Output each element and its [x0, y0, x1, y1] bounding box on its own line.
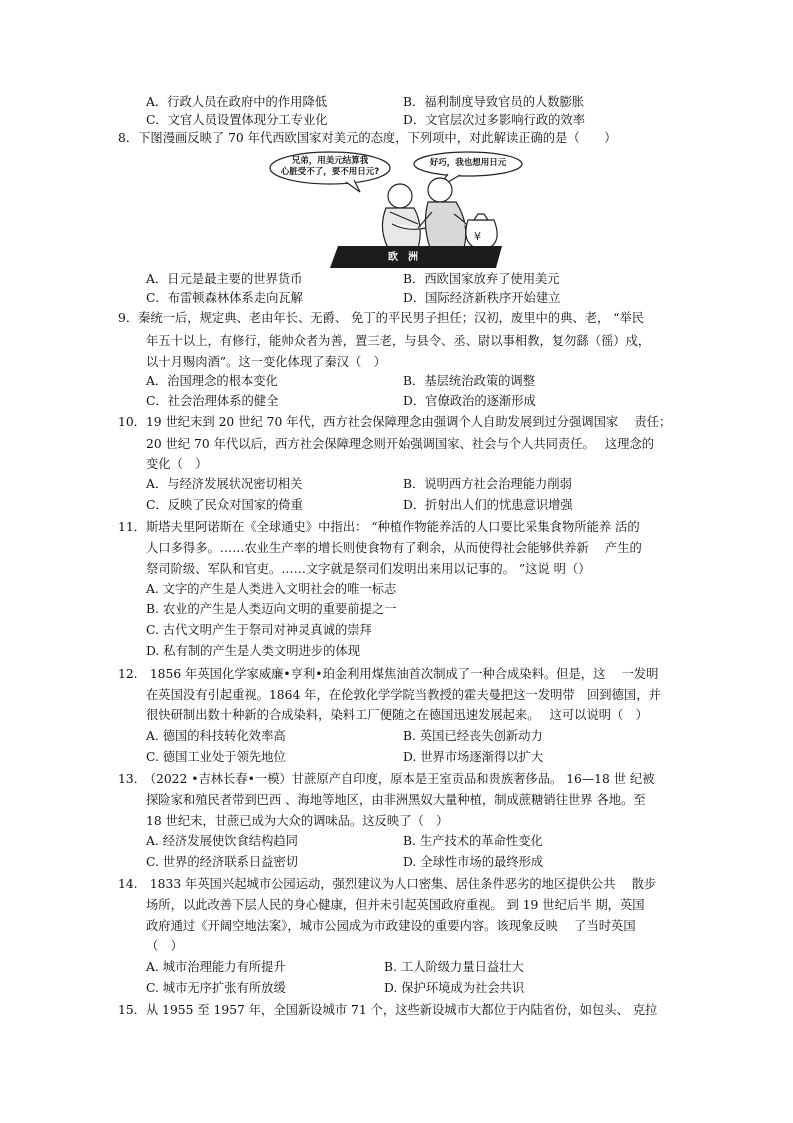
- q14-stem-line1: 14. 1833 年英国兴起城市公园运动，强烈建议为人口密集、居住条件恶劣的地区提供公共 散步: [118, 877, 657, 891]
- q11-stem-line3: 祭司阶级、军队和官吏。……文字就是祭司们发明出来用以记事的。 ”这说 明（）: [146, 562, 591, 576]
- q7-option-b[interactable]: B．福利制度导致官员的人数膨胀: [403, 95, 585, 109]
- q13-stem-line1: 13. （2022 •吉林长春•一模）甘蔗原产自印度，原本是王室贡品和贵族奢侈品。 16—18 世 纪被: [118, 772, 655, 786]
- q10-option-b[interactable]: B．说明西方社会治理能力削弱: [403, 477, 572, 491]
- q12-option-d[interactable]: D. 世界市场逐渐得以扩大: [403, 750, 544, 764]
- q8-option-d[interactable]: D．国际经济新秩序开始建立: [403, 291, 561, 305]
- q14-option-b[interactable]: B. 工人阶级力量日益壮大: [384, 960, 524, 974]
- right-bubble-text: 好巧，我也想用日元: [429, 158, 507, 168]
- left-figure: [382, 184, 426, 248]
- q13-stem-line3: 18 世纪末，甘蔗已成为大众的调味品。这反映了（ ）: [146, 814, 449, 828]
- q12-option-a[interactable]: A. 德国的科技转化效率高: [146, 729, 286, 743]
- q9-stem-line2: 年五十以上，有修行，能帅众者为善，置三老，与县令、丞、尉以事相教，复勿繇（徭）戍，: [146, 334, 651, 348]
- right-figure: [418, 178, 474, 248]
- q10-option-d[interactable]: D．折射出人们的忧患意识增强: [403, 498, 573, 512]
- q7-option-c[interactable]: C．文官人员设置体现分工专业化: [146, 113, 328, 127]
- q10-option-a[interactable]: A．与经济发展状况密切相关: [146, 477, 303, 491]
- q14-stem-line3: 政府通过《开阔空地法案》，城市公园成为市政建设的重要内容。该现象反映 了当时英国: [146, 919, 636, 933]
- q13-option-b[interactable]: B. 生产技术的革命性变化: [403, 834, 543, 848]
- q14-option-c[interactable]: C. 城市无序扩张有所放缓: [146, 981, 286, 995]
- yen-bag: [466, 214, 497, 250]
- q9-option-a[interactable]: A．治国理念的根本变化: [146, 374, 278, 388]
- q11-option-c[interactable]: C. 古代文明产生于祭司对神灵真诚的崇拜: [146, 623, 372, 637]
- q10-stem-line2: 20 世纪 70 年代以后，西方社会保障理念则开始强调国家、社会与个人共同责任。 这理念的: [146, 437, 655, 451]
- q13-option-a[interactable]: A. 经济发展使饮食结构趋同: [146, 834, 298, 848]
- q8-option-b[interactable]: B．西欧国家放弃了使用美元: [403, 272, 560, 286]
- q11-option-a[interactable]: A. 文字的产生是人类进入文明社会的唯一标志: [146, 582, 397, 596]
- q7-option-d[interactable]: D．文官层次过多影响行政的效率: [403, 113, 586, 127]
- q11-option-b[interactable]: B. 农业的产生是人类迈向文明的重要前提之一: [146, 602, 397, 616]
- q10-option-c[interactable]: C．反映了民众对国家的倚重: [146, 498, 303, 512]
- q8-option-a[interactable]: A．日元是最主要的世界货币: [146, 272, 303, 286]
- q8-stem: 8．下图漫画反映了 70 年代西欧国家对美元的态度，下列项中，对此解读正确的是（ ）: [118, 131, 617, 145]
- q14-option-a[interactable]: A. 城市治理能力有所提升: [146, 960, 286, 974]
- svg-text:¥: ¥: [474, 230, 481, 243]
- q8-option-c[interactable]: C．布雷顿森林体系走向瓦解: [146, 291, 303, 305]
- left-bubble-text: [280, 156, 380, 178]
- q14-option-d[interactable]: D. 保护环境成为社会共识: [384, 981, 525, 995]
- q13-stem-line2: 探险家和殖民者带到巴西 、海地等地区，由非洲黑奴大量种植，制成蔗糖销往世界 各地。至: [146, 793, 646, 807]
- q12-option-c[interactable]: C. 德国工业处于领先地位: [146, 750, 286, 764]
- q13-option-c[interactable]: C. 世界的经济联系日益密切: [146, 855, 299, 869]
- q11-stem-line2: 人口多得多。……农业生产率的增长则使食物有了剩余，从而使得社会能够供养新 产生的: [146, 541, 642, 555]
- q12-stem-line3: 很快研制出数十种新的合成染料，染料工厂便随之在德国迅速发展起来。 这可以说明（ ）: [146, 708, 648, 722]
- q12-stem-line2: 在英国没有引起重视。1864 年，在伦敦化学学院当教授的霍夫曼把这一发明带 回到德国，并: [146, 688, 661, 702]
- q8-cartoon: [268, 150, 528, 268]
- q9-option-b[interactable]: B．基层统治政策的调整: [403, 374, 536, 388]
- q14-stem-line2: 场所，以此改善下层人民的身心健康，但并未引起英国政府重视。 到 19 世纪后半 期，英国: [146, 898, 645, 912]
- q9-stem-line3: 以十月赐肉酒”。这一变化体现了秦汉（ ）: [146, 355, 386, 369]
- q7-option-a[interactable]: A．行政人员在政府中的作用降低: [146, 95, 328, 109]
- left-bubble-line1: 兄弟，用美元结算我: [291, 156, 369, 166]
- q13-option-d[interactable]: D. 全球性市场的最终形成: [403, 855, 544, 869]
- q9-option-c[interactable]: C．社会治理体系的健全: [146, 394, 279, 408]
- q9-stem-line1: 9．秦统一后，规定典、老由年长、无爵、 免丁的平民男子担任；汉初，废里中的典、老， “举民: [118, 311, 645, 325]
- q11-option-d[interactable]: D. 私有制的产生是人类文明进步的体现: [146, 644, 360, 658]
- base-label: 欧 洲: [388, 252, 418, 263]
- q10-stem-line3: 变化（ ）: [146, 457, 208, 471]
- q12-stem-line1: 12. 1856 年英国化学家威廉•亨利•珀金利用煤焦油首次制成了一种合成染料。但是，这 一发明: [118, 667, 659, 681]
- left-bubble-line2: 心脏受不了，要不用日元?: [280, 167, 380, 177]
- q14-stem-line4: （ ）: [146, 939, 183, 953]
- q15-stem-line1: 15．从 1955 至 1957 年，全国新设城市 71 个，这些新设城市大都位于内陆省份，如包头、 克拉: [118, 1003, 658, 1017]
- q12-option-b[interactable]: B. 英国已经丧失创新动力: [403, 729, 543, 743]
- q10-stem-line1: 10．19 世纪末到 20 世纪 70 年代，西方社会保障理念由强调个人自助发展到过分强调国家 责任；: [118, 415, 672, 429]
- q11-stem-line1: 11．斯塔夫里阿诺斯在《全球通史》中指出： “种植作物能养活的人口要比采集食物所能养 活的: [118, 520, 640, 534]
- q9-option-d[interactable]: D．官僚政治的逐渐形成: [403, 394, 536, 408]
